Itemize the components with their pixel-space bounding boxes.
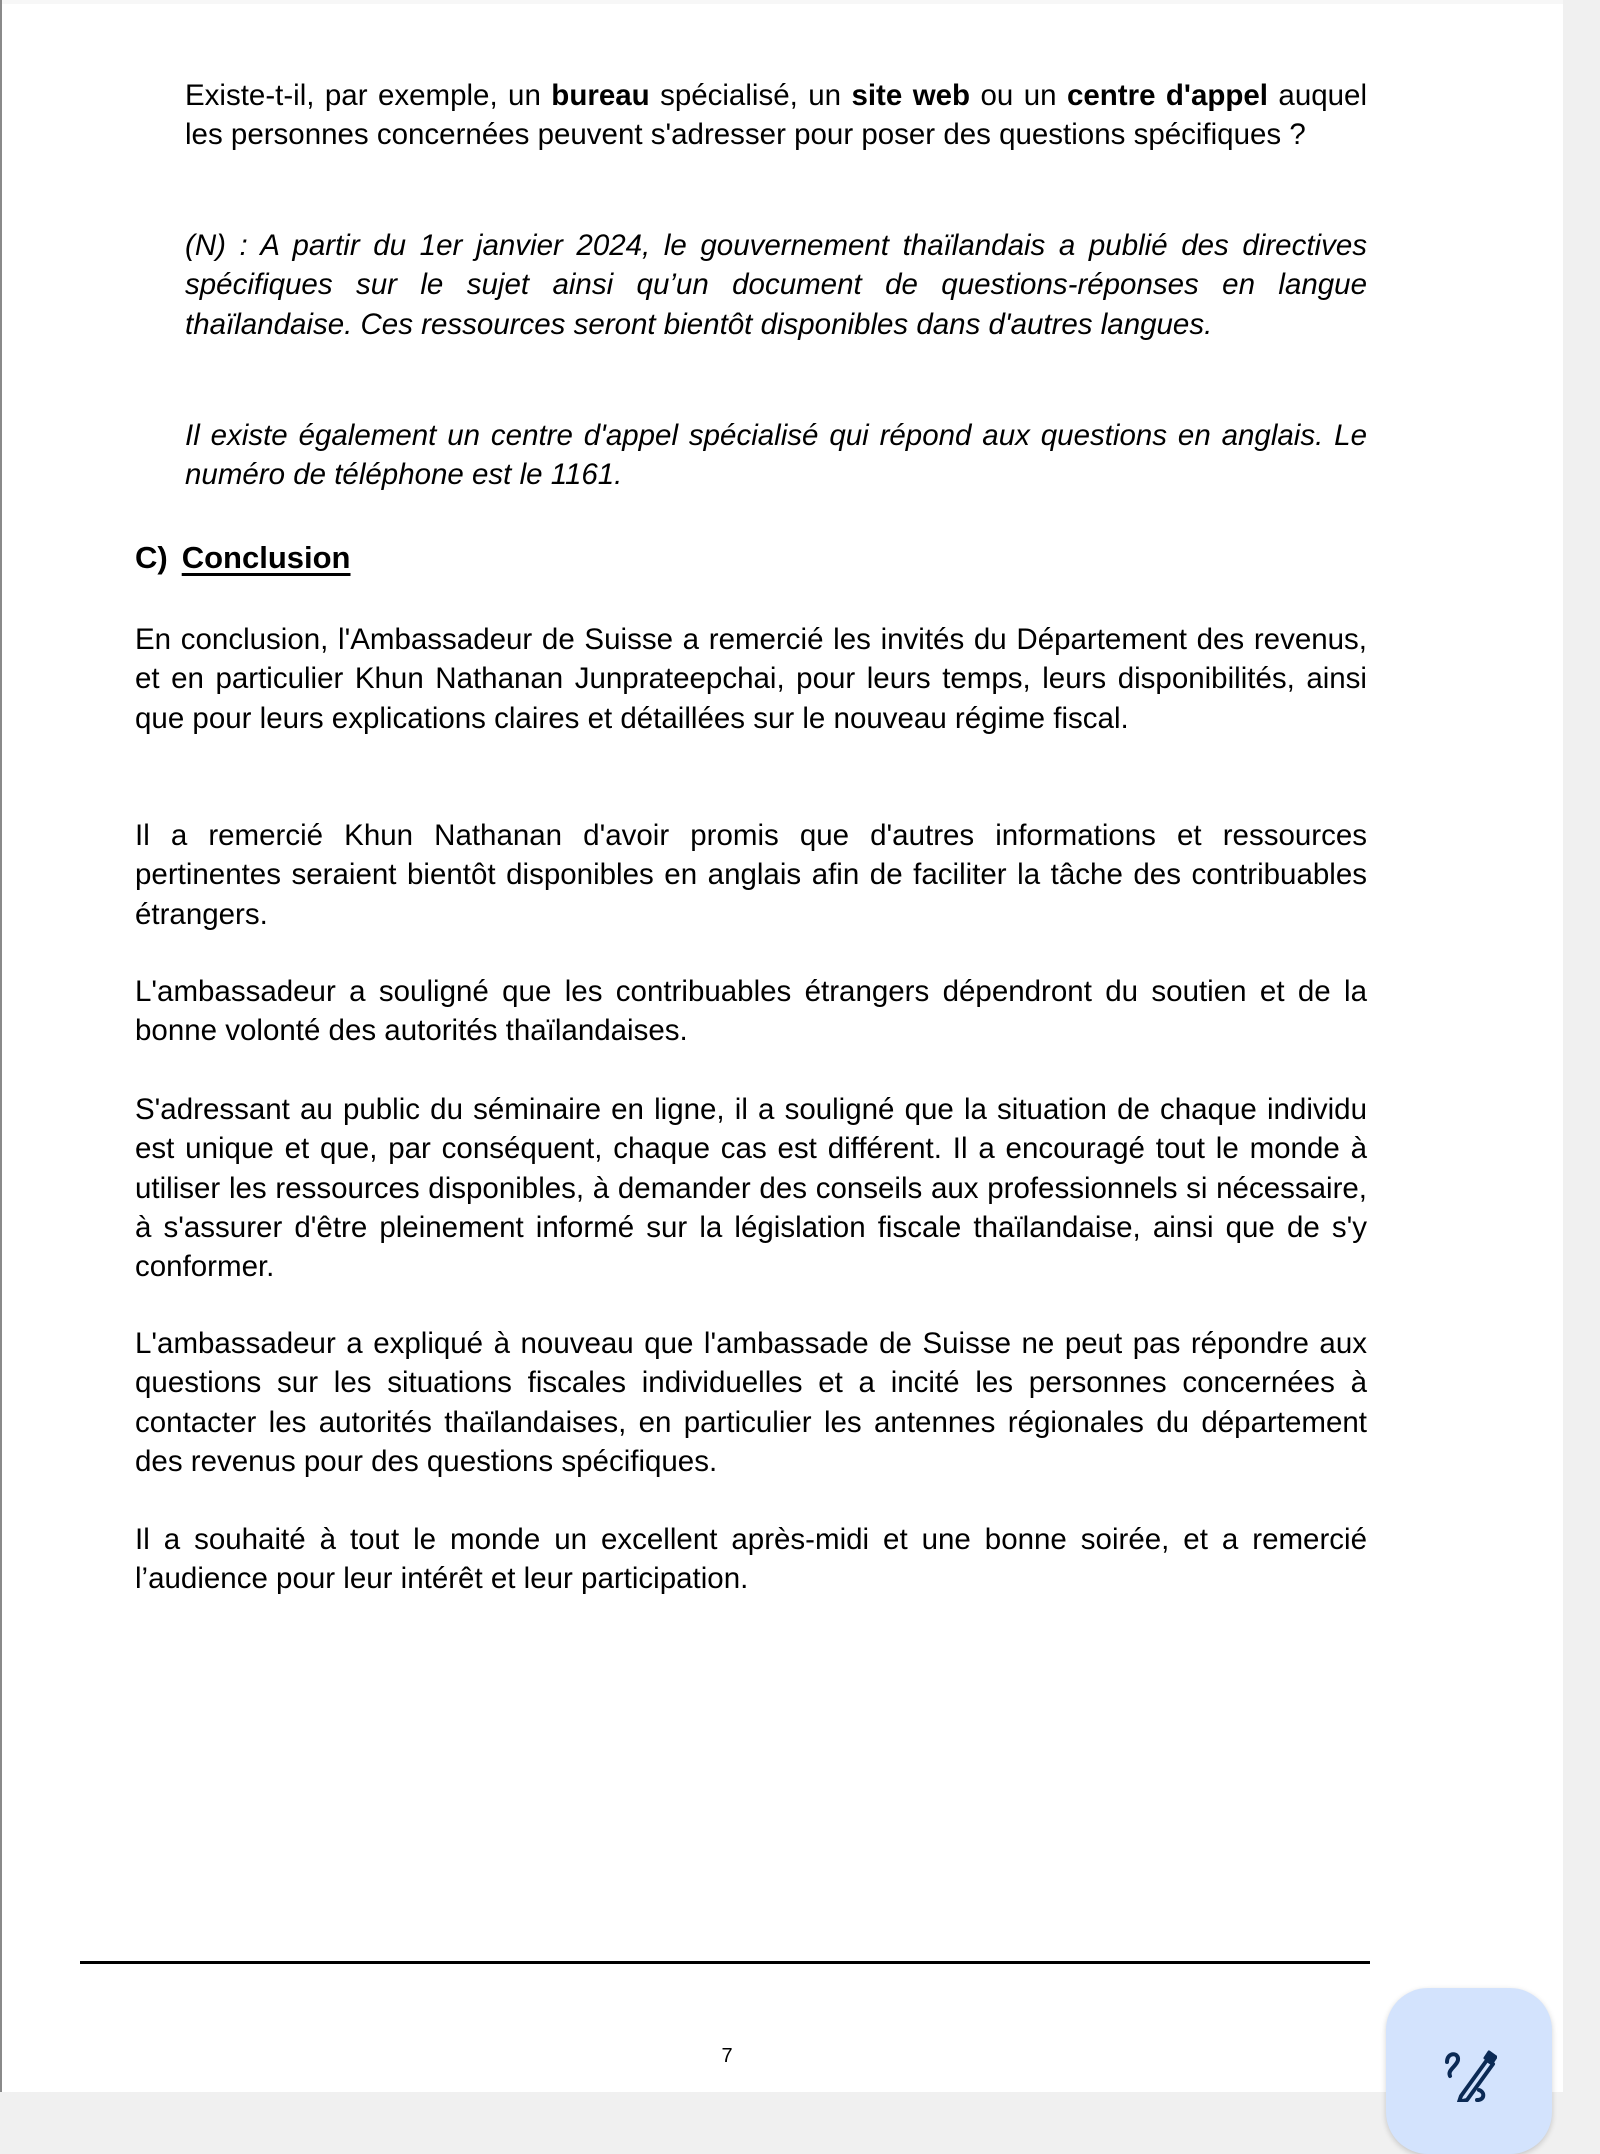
question-bold-bureau: bureau (551, 79, 650, 112)
footer-divider (80, 1961, 1370, 1964)
question-text-3: ou un (970, 79, 1067, 112)
question-text-2: spécialisé, un (649, 79, 852, 112)
answer-paragraph-guidelines: (N) : A partir du 1er janvier 2024, le gouvernement thaïlandais a publié des directives spécifiques sur le sujet ainsi qu’un document de questions-réponses en langue thaïlandaise. Ces ressources seront bientôt disponibles dans d'autres langues. (185, 229, 1367, 341)
question-paragraph (185, 76, 1367, 155)
conclusion-paragraph-1: En conclusion, l'Ambassadeur de Suisse a remercié les invités du Département des revenus, et en particulier Khun Nathanan Junprateepchai, pour leurs temps, leurs disponibilités, ainsi que pour leurs explications claires et détaillées sur le nouveau régime fiscal. (135, 623, 1367, 735)
question-text-4: auquel les personnes concernées peuvent s'adresser pour poser des questions spécifiques ? (185, 79, 1368, 152)
section-letter: C) (135, 540, 168, 575)
conclusion-paragraph-2: Il a remercié Khun Nathanan d'avoir promis que d'autres informations et ressources pertinentes seraient bientôt disponibles en anglais afin de faciliter la tâche des contribuables étrangers. (135, 819, 1367, 931)
conclusion-paragraph-5: L'ambassadeur a expliqué à nouveau que l'ambassade de Suisse ne peut pas répondre aux questions sur les situations fiscales individuelles et a incité les personnes concernées à contacter les autorités thaïlandaises, en particulier les antennes régionales du département des revenus pour des questions spécifiques. (135, 1327, 1367, 1478)
section-heading (135, 538, 351, 578)
section-title: Conclusion (181, 540, 351, 575)
annotate-button[interactable] (1386, 1988, 1552, 2154)
conclusion-paragraph-4: S'adressant au public du séminaire en ligne, il a souligné que la situation de chaque individu est unique et que, par conséquent, chaque cas est différent. Il a encouragé tout le monde à utiliser les ressources disponibles, à demander des conseils aux professionnels si nécessaire, à s'assurer d'être pleinement informé sur la législation fiscale thaïlandaise, ainsi que de s'y conformer. (135, 1093, 1367, 1284)
page-number: 7 (721, 2045, 733, 2067)
draw-annotate-icon (1441, 2046, 1497, 2102)
question-text-1: Existe-t-il, par exemple, un (185, 79, 552, 112)
question-bold-site-web: site web (851, 79, 971, 112)
page-top-edge (2, 0, 1563, 4)
conclusion-paragraph-6: Il a souhaité à tout le monde un excellent après-midi et une bonne soirée, et a remercié l’audience pour leur intérêt et leur participation. (135, 1523, 1367, 1596)
conclusion-paragraph-3: L'ambassadeur a souligné que les contribuables étrangers dépendront du soutien et de la bonne volonté des autorités thaïlandaises. (135, 975, 1367, 1048)
answer-paragraph-call-center: Il existe également un centre d'appel spécialisé qui répond aux questions en anglais. Le numéro de téléphone est le 1161. (185, 419, 1367, 492)
question-bold-centre-appel: centre d'appel (1066, 79, 1268, 112)
